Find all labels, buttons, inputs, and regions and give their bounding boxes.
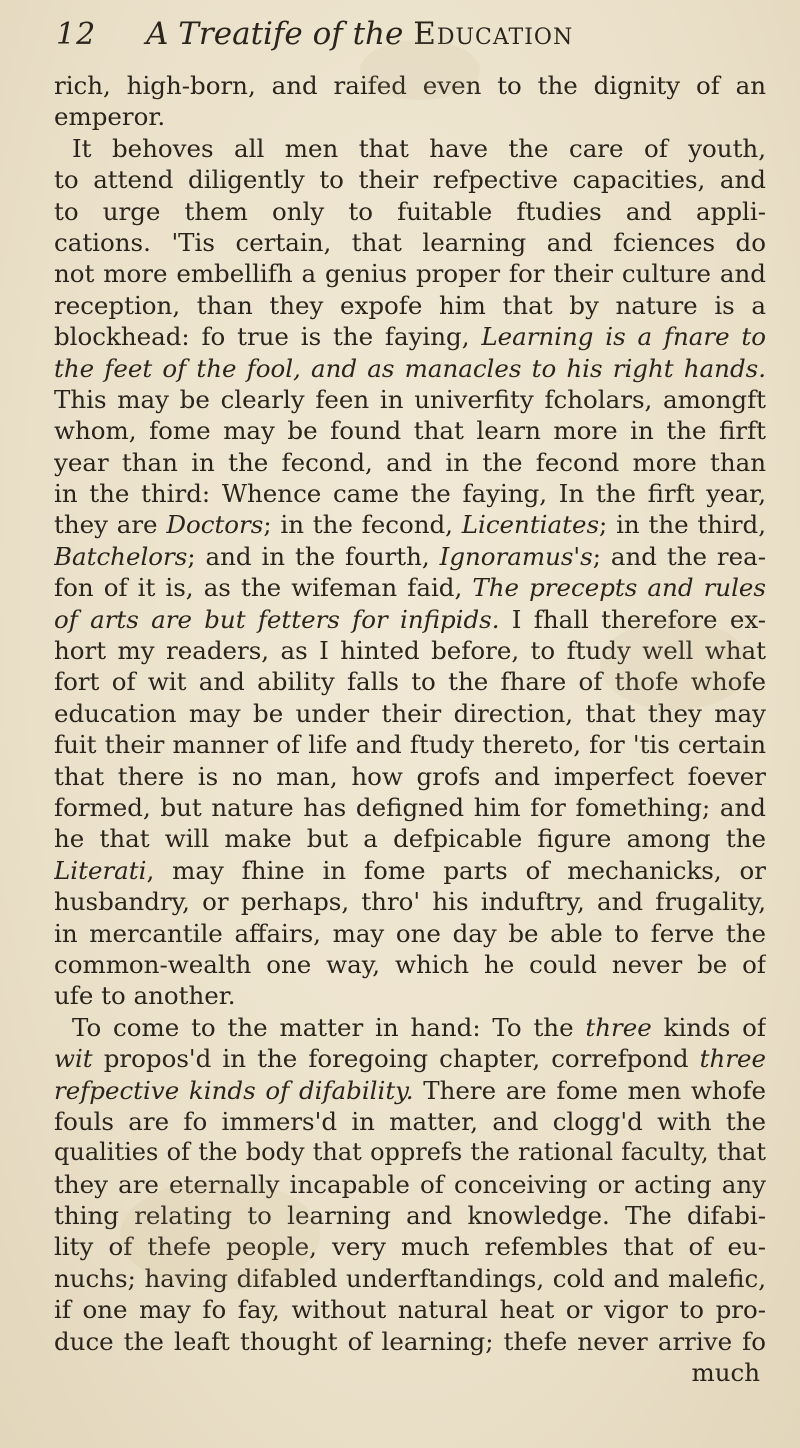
running-title <box>146 16 573 52</box>
text-line: they are eternally incapable of conceiving or acting any <box>54 1169 766 1199</box>
text-line: thing relating to learning and knowledge. The difabi- <box>54 1201 766 1231</box>
text-line: fon of it is, as the wifeman faid, The precepts and rules <box>54 573 766 603</box>
text-line: in mercantile affairs, may one day be able to ferve the <box>54 918 766 948</box>
text-line: that there is no man, how grofs and imperfect foever <box>54 761 766 791</box>
text-line: blockhead: fo true is the faying, Learning is a fnare to <box>54 322 766 352</box>
text-line: ufe to another. <box>54 981 236 1011</box>
text-line: to urge them only to fuitable ftudies and appli- <box>54 196 766 226</box>
text-line: of arts are but fetters for infipids. I fhall therefore ex- <box>54 604 766 634</box>
text-line: fuit their manner of life and ftudy thereto, for 'tis certain <box>54 730 766 760</box>
text-line: fort of wit and ability falls to the fhare of thofe whofe <box>54 667 766 697</box>
text-line: Literati, may fhine in fome parts of mechanicks, or <box>54 855 766 885</box>
text-line: formed, but nature has defigned him for fomething; and <box>54 792 766 822</box>
text-line: wit propos'd in the foregoing chapter, correfpond three <box>54 1044 766 1074</box>
text-line: reception, than they expofe him that by nature is a <box>54 290 766 320</box>
text-line: refpective kinds of difability. There are fome men whofe <box>54 1075 766 1105</box>
page-number: 12 <box>56 17 97 52</box>
running-title-word: Education <box>413 16 574 52</box>
text-line: whom, fome may be found that learn more in the firft <box>54 416 766 446</box>
text-line: they are Doctors; in the fecond, Licentiates; in the third, <box>54 510 766 540</box>
text-line: nuchs; having difabled underftandings, cold and malefic, <box>54 1263 766 1293</box>
body-text <box>54 70 766 1388</box>
text-line: To come to the matter in hand: To the three kinds of <box>72 1012 766 1042</box>
text-line: qualities of the body that opprefs the rational faculty, that <box>54 1138 766 1167</box>
text-line: rich, high-born, and raifed even to the dignity of an <box>54 71 766 100</box>
text-line: year than in the fecond, and in the fecond more than <box>54 447 766 477</box>
text-line: in the third: Whence came the faying, In the firft year, <box>54 479 766 509</box>
text-line: common-wealth one way, which he could never be of <box>54 949 766 979</box>
text-line: cations. 'Tis certain, that learning and fciences do <box>54 227 766 257</box>
text-line: to attend diligently to their refpective capacities, and <box>54 165 766 195</box>
text-line: duce the leaft thought of learning; thefe never arrive fo <box>54 1326 766 1356</box>
text-line: he that will make but a defpicable figure among the <box>54 824 766 854</box>
text-line: the feet of the fool, and as manacles to his right hands. <box>54 353 766 383</box>
text-line: emperor. <box>54 102 166 132</box>
text-line: This may be clearly feen in univerfity fcholars, amongft <box>54 384 766 414</box>
running-head <box>56 16 766 68</box>
text-line: fouls are fo immers'd in matter, and clogg'd with the <box>54 1106 766 1136</box>
text-line: lity of thefe people, very much refembles that of eu- <box>54 1232 766 1262</box>
text-line: It behoves all men that have the care of youth, <box>72 133 766 163</box>
text-line: education may be under their direction, that they may <box>54 698 766 728</box>
running-title-prefix: A Treatife of the <box>146 16 404 52</box>
text-line: not more embellifh a genius proper for their culture and <box>54 259 766 289</box>
text-line: Batchelors; and in the fourth, Ignoramus's; and the rea- <box>54 541 766 571</box>
text-line: husbandry, or perhaps, thro' his induftry, and frugality, <box>54 887 766 917</box>
text-line: if one may fo fay, without natural heat or vigor to pro- <box>54 1295 766 1325</box>
catchword: much <box>691 1358 760 1388</box>
text-line: hort my readers, as I hinted before, to ftudy well what <box>54 636 766 666</box>
